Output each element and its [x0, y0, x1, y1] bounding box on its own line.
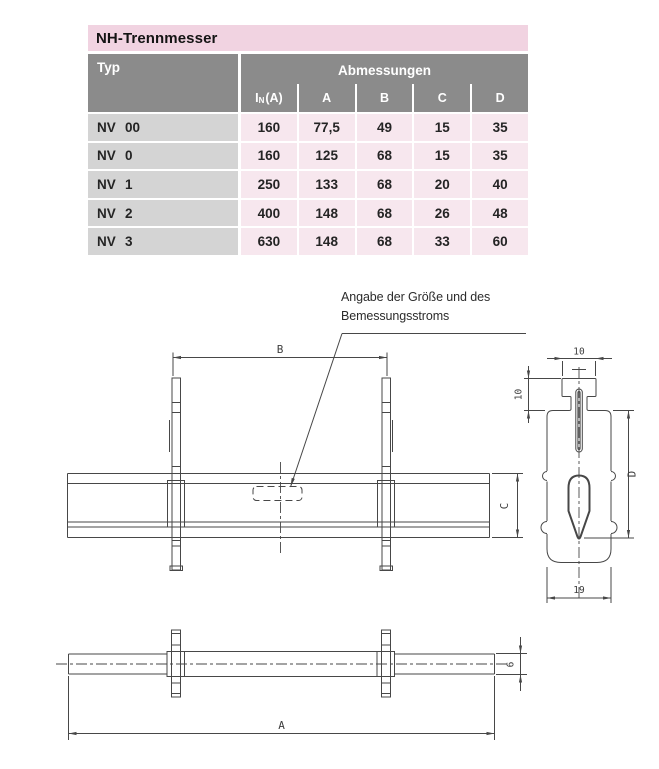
table-title: NH-Trennmesser	[96, 30, 218, 47]
cell-d: 40	[470, 171, 528, 198]
type-cell: NV 0	[88, 143, 238, 170]
cell-d: 60	[470, 228, 528, 255]
cell-c: 33	[412, 228, 470, 255]
left-contact-tab	[168, 378, 185, 571]
cell-a: 148	[297, 228, 355, 255]
cell-current: 250	[241, 171, 297, 198]
cell-b: 68	[355, 171, 413, 198]
cell-c: 20	[412, 171, 470, 198]
column-header-typ: Typ	[88, 54, 238, 112]
blade-bar-outline	[68, 474, 490, 538]
cell-c: 26	[412, 200, 470, 227]
dimension-tab-width	[547, 347, 612, 377]
right-contact-tab	[378, 378, 395, 571]
cell-a: 125	[297, 143, 355, 170]
cell-current: 630	[241, 228, 297, 255]
bottom-view-drawing	[56, 630, 527, 740]
dim-label-tab-width: 10	[573, 346, 585, 358]
cell-a: 77,5	[297, 114, 355, 141]
cell-a: 133	[297, 171, 355, 198]
type-cell: NV 2	[88, 200, 238, 227]
dim-label-tab-height: 10	[513, 388, 525, 401]
column-header-d: D	[470, 84, 528, 112]
dimension-a	[69, 676, 495, 740]
marking-field	[253, 487, 302, 501]
column-group-header: Abmessungen	[241, 54, 528, 84]
right-tab-section	[382, 630, 391, 697]
dimension-c	[492, 474, 523, 538]
leader-arrowhead	[291, 478, 295, 487]
column-header-b: B	[355, 84, 413, 112]
cell-d: 35	[470, 114, 528, 141]
cell-current: 160	[241, 114, 297, 141]
column-header-current: I N (A)	[241, 84, 297, 112]
annotation-line-1: Angabe der Größe und des	[341, 290, 491, 304]
front-view-drawing	[68, 334, 527, 571]
cell-b: 49	[355, 114, 413, 141]
dim-label-blade-width: 19	[573, 585, 585, 596]
left-tab-section	[172, 630, 181, 697]
cell-c: 15	[412, 143, 470, 170]
dim-label-b: B	[276, 343, 284, 356]
dim-label-a: A	[278, 719, 285, 732]
cell-a: 148	[297, 200, 355, 227]
cell-d: 48	[470, 200, 528, 227]
dim-label-d: D	[625, 470, 639, 478]
cell-b: 68	[355, 143, 413, 170]
dimension-tab-height	[514, 366, 562, 423]
column-header-a: A	[297, 84, 355, 112]
cell-b: 68	[355, 228, 413, 255]
side-view-drawing	[514, 347, 639, 604]
dim-label-c: C	[498, 502, 511, 510]
type-cell: NV 00	[88, 114, 238, 141]
cell-current: 160	[241, 143, 297, 170]
type-cell: NV 3	[88, 228, 238, 255]
cell-d: 35	[470, 143, 528, 170]
annotation-leader-line	[291, 334, 527, 488]
cell-c: 15	[412, 114, 470, 141]
type-cell: NV 1	[88, 171, 238, 198]
cell-current: 400	[241, 200, 297, 227]
annotation-line-2: Bemessungsstroms	[341, 309, 450, 323]
dim-label-thickness: 6	[505, 661, 517, 668]
dimension-b	[173, 343, 387, 376]
cell-b: 68	[355, 200, 413, 227]
column-header-c: C	[412, 84, 470, 112]
